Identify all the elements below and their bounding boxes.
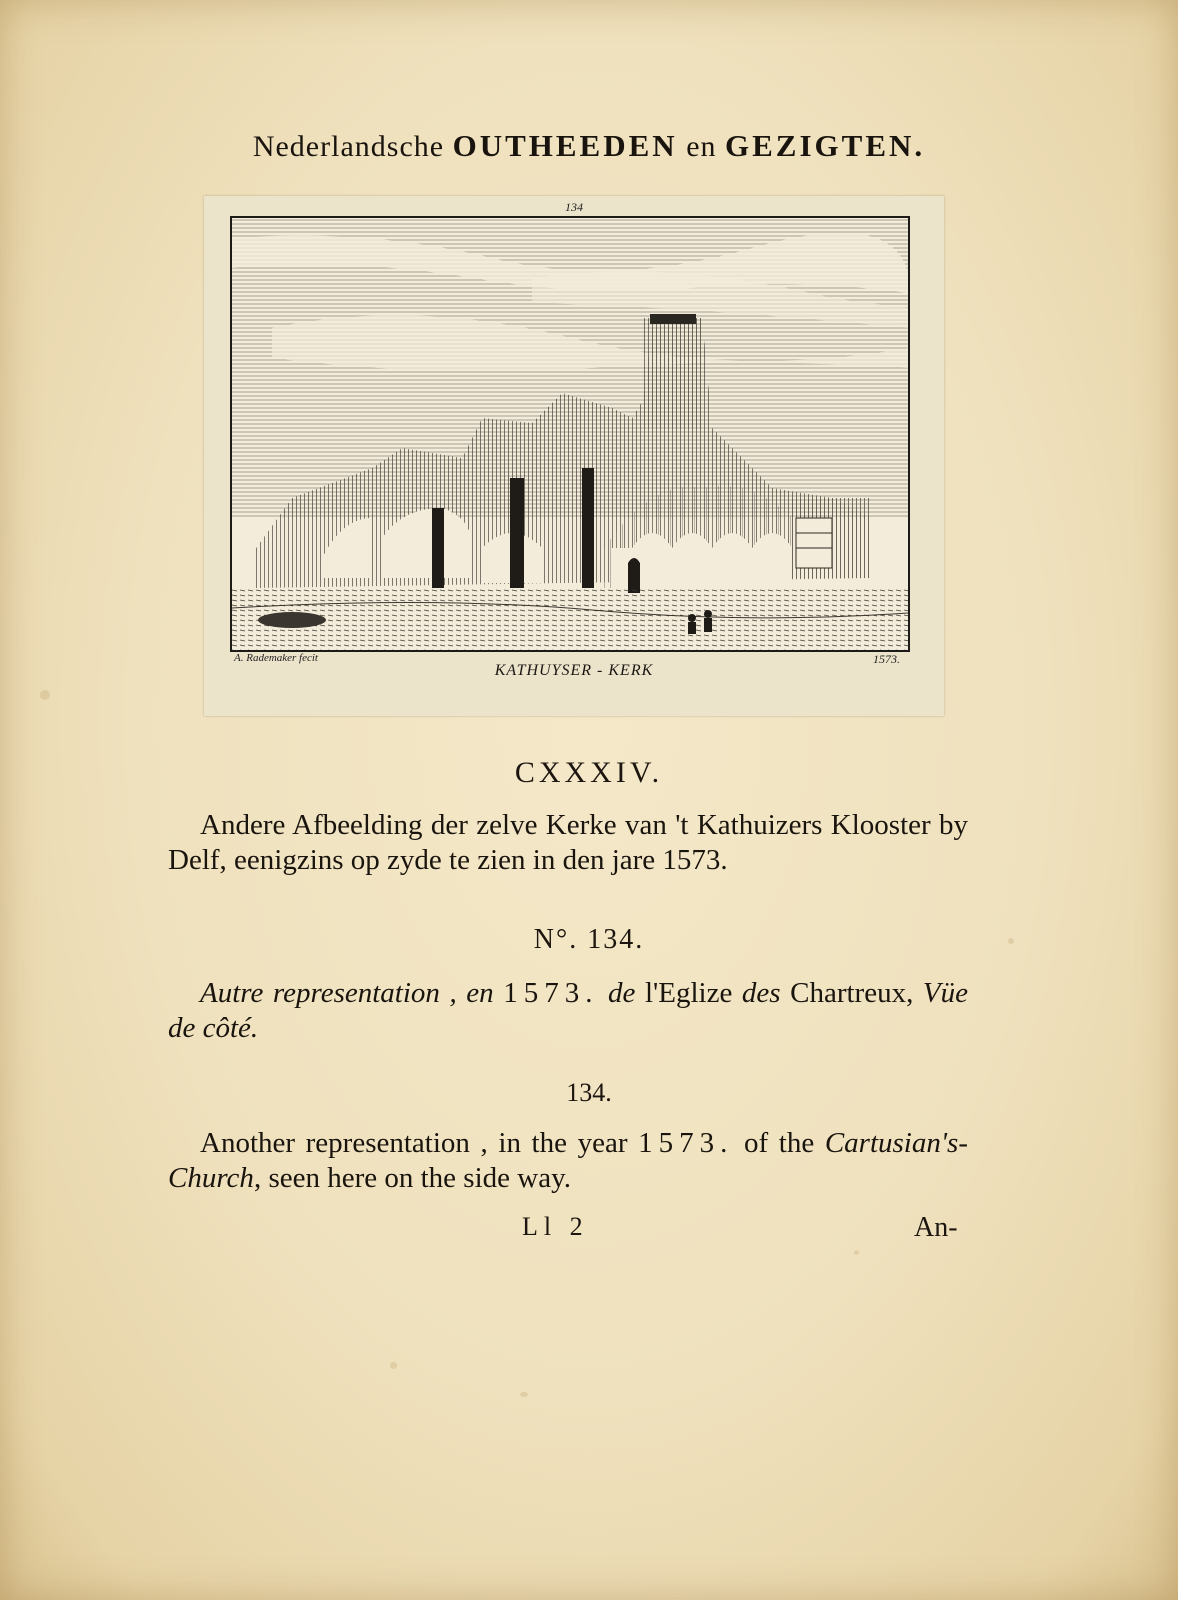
- french-paragraph: [168, 976, 968, 1046]
- foxing-spot: [854, 1250, 859, 1255]
- french-heading: N°. 134.: [533, 924, 645, 955]
- catchword: An-: [914, 1212, 958, 1243]
- french-text-8: Vüe de côté.: [168, 977, 968, 1044]
- foxing-spot: [520, 1392, 528, 1397]
- running-head-caps-2: GEZIGTEN.: [725, 128, 926, 163]
- engraver-signature: A. Rademaker fecit: [234, 652, 318, 664]
- plate-number: 134: [565, 200, 583, 214]
- foxing-spot: [390, 1362, 397, 1369]
- dutch-text: Andere Afbeelding der zelve Kerke van 't Kathuizers Klooster by Delf, eenigzins op zyde te zien in den jare 1573.: [168, 809, 968, 876]
- english-text-1: Another representation , in the year: [200, 1127, 628, 1159]
- plate-title: KATHUYSER - KERK: [494, 662, 654, 679]
- engraving-image: [230, 216, 910, 652]
- dutch-paragraph: [168, 808, 968, 878]
- french-text-2: , en: [449, 977, 494, 1009]
- engraving-plate: [204, 196, 944, 716]
- english-text-4: Cartusian's-Church: [168, 1127, 969, 1194]
- english-text-5: , seen here on the side way.: [253, 1162, 571, 1194]
- running-head-lead: Nederlandsche: [252, 130, 445, 163]
- french-text-7: Chartreux,: [790, 977, 914, 1009]
- running-head: [0, 128, 1178, 164]
- french-text-1: Autre representation: [200, 977, 440, 1009]
- church-ruin-illustration: [232, 218, 908, 650]
- english-year: 1573.: [638, 1127, 734, 1159]
- french-text-5: l'Eglize: [644, 977, 733, 1009]
- english-paragraph: [168, 1126, 968, 1196]
- plate-year: 1573.: [873, 652, 900, 666]
- french-text-6: des: [741, 977, 781, 1009]
- english-text-3: of the: [744, 1127, 815, 1159]
- running-head-connector: en: [686, 130, 717, 163]
- dutch-heading: CXXXIV.: [514, 756, 664, 789]
- signature-mark: Ll 2: [522, 1212, 589, 1241]
- running-head-caps-1: OUTHEEDEN: [452, 128, 678, 163]
- french-text-4: de: [608, 977, 636, 1009]
- foxing-spot: [40, 690, 50, 700]
- english-heading: 134.: [566, 1078, 612, 1107]
- french-year: 1573.: [503, 977, 599, 1009]
